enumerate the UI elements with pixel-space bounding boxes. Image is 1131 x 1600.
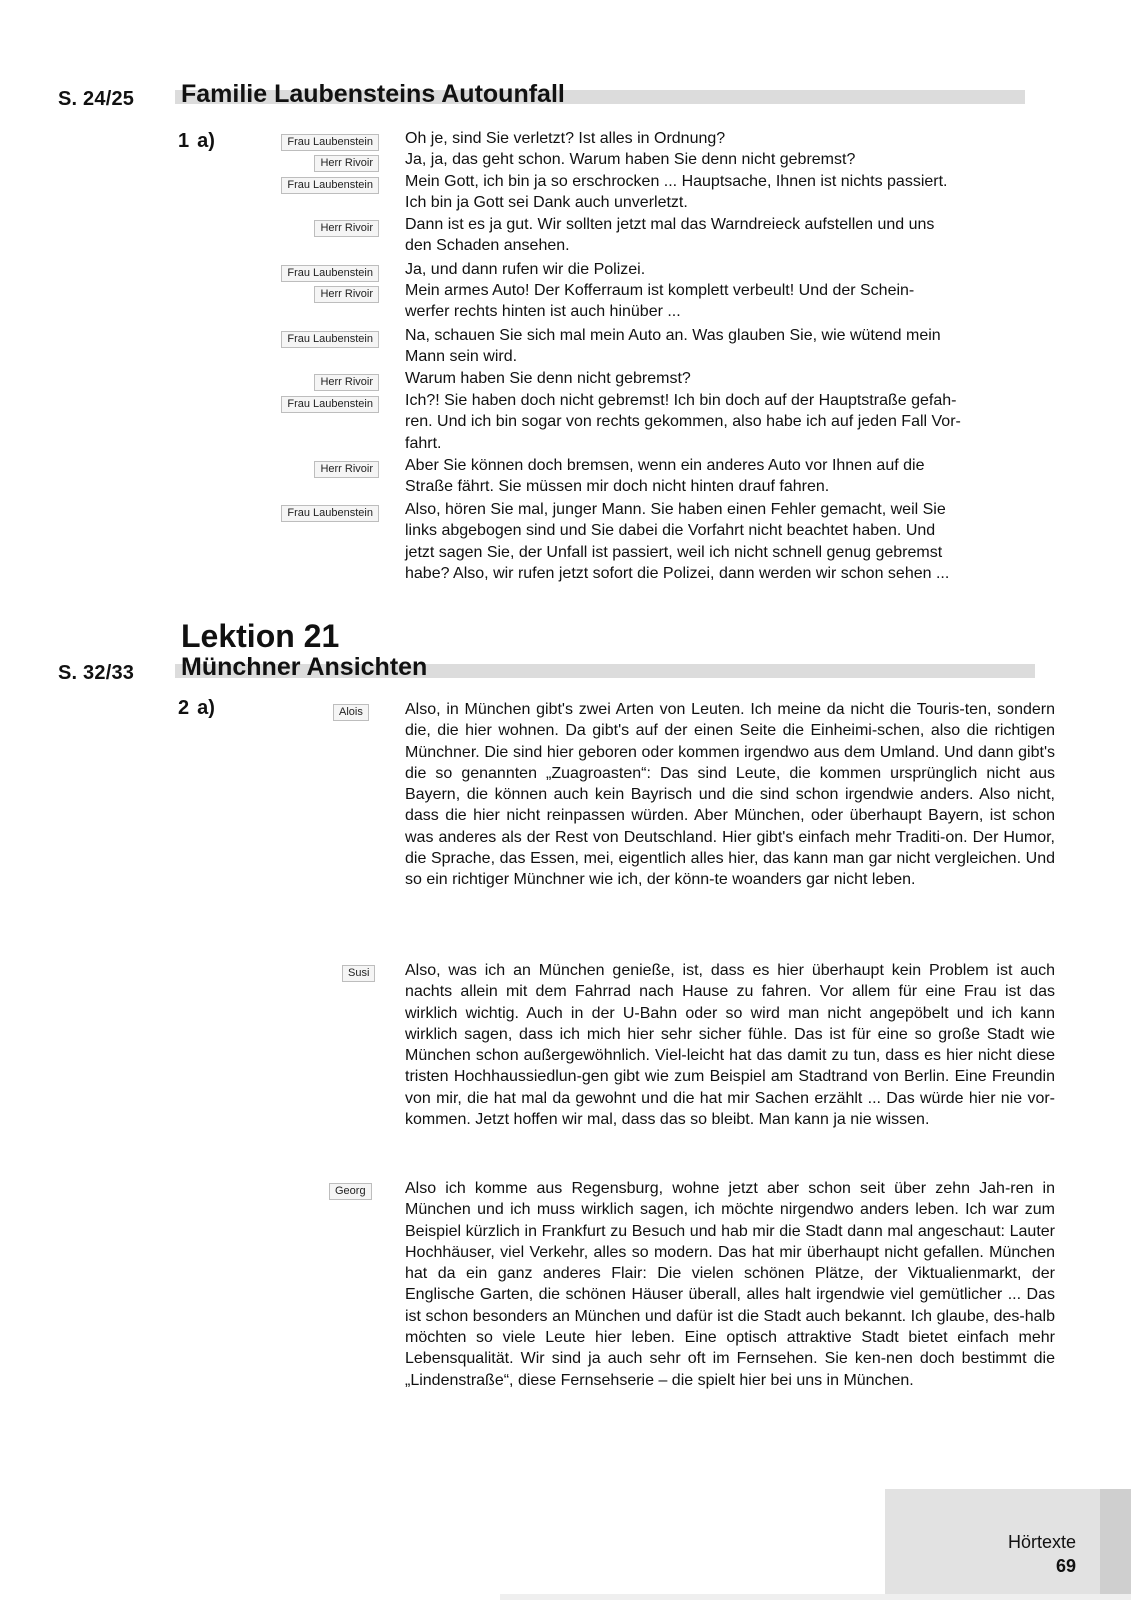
speaker-label: Herr Rivoir <box>314 286 379 303</box>
dialogue-line: Mein armes Auto! Der Kofferraum ist komplett verbeult! Und der Schein- werfer rechts hinten ist auch hinüber ... <box>405 282 915 321</box>
footer-label: Hörtexte <box>1007 1532 1076 1552</box>
footer-edge-tab <box>1100 1489 1131 1600</box>
lesson-title: Lektion 21 <box>181 618 340 654</box>
speaker-label: Frau Laubenstein <box>281 505 379 522</box>
section-title: Münchner Ansichten <box>181 653 428 681</box>
speaker-label: Alois <box>333 704 369 721</box>
task-number-letter: a) <box>197 697 215 719</box>
speaker-label: Susi <box>342 965 375 982</box>
dialogue-line: Dann ist es ja gut. Wir sollten jetzt mal das Warndreieck aufstellen und uns den Schaden ansehen. <box>405 216 935 255</box>
dialogue-line: Mein Gott, ich bin ja so erschrocken ... Hauptsache, Ihnen ist nichts passiert. Ich bin ja Gott sei Dank auch unverletzt. <box>405 173 948 212</box>
speaker-label: Georg <box>329 1183 372 1200</box>
dialogue-line: Aber Sie können doch bremsen, wenn ein anderes Auto vor Ihnen auf die Straße fährt. Sie müssen mir doch nicht hinten drauf fahren. <box>405 457 925 496</box>
monologue-paragraph: Also, was ich an München genieße, ist, dass es hier überhaupt kein Problem ist auch nachts allein mit dem Fahrrad nach Hause zu fahren. Vor allem für eine Frau ist das wirklich wichtig. Auch in der U-Bahn oder so wird man nicht angepöbelt und ich kann wirklich sagen, dass ich mich hier sehr sicher fühle. Das ist für eine so große Stadt wie München schon außergewöhnlich. Viel-leicht hat das damit zu tun, dass es hier nicht diese tristen Hochhaussiedlun-gen gibt wie zum Beispiel am Stadtrand von Berlin. Eine Freundin von mir, die hat mal da gewohnt und die hat mir Sachen erzählt ... Das würde hier nie vor-kommen. Jetzt hoffen wir mal, dass das so bleibt. Man kann ja nie wissen. <box>405 962 1055 1129</box>
task-number-digit: 1 <box>178 130 190 152</box>
page-number: 69 <box>1055 1556 1076 1576</box>
speaker-label: Herr Rivoir <box>314 374 379 391</box>
speaker-label: Herr Rivoir <box>314 461 379 478</box>
speaker-label: Herr Rivoir <box>314 220 379 237</box>
speaker-label: Frau Laubenstein <box>281 134 379 151</box>
page-reference: S. 24/25 <box>58 88 135 110</box>
speaker-label: Herr Rivoir <box>314 155 379 172</box>
speaker-label: Frau Laubenstein <box>281 396 379 413</box>
speaker-label: Frau Laubenstein <box>281 265 379 282</box>
dialogue-line: Oh je, sind Sie verletzt? Ist alles in Ordnung? <box>405 130 726 147</box>
page-reference: S. 32/33 <box>58 662 135 684</box>
section-title: Familie Laubensteins Autounfall <box>181 80 565 108</box>
monologue-paragraph: Also ich komme aus Regensburg, wohne jetzt aber schon seit über zehn Jah-ren in München und ich muss wirklich sagen, ich möchte nirgendwo anders leben. Ich war zum Beispiel kürzlich in Frankfurt zu Besuch und hab mir die Stadt dann mal angeschaut: Lauter Hochhäuser, viel Verkehr, alles so modern. Das hat mir überhaupt nicht gefallen. München hat da ein ganz anderes Flair: Die vielen schönen Plätze, der Viktualienmarkt, der Englische Garten, die schönen Häuser überall, alles halt irgendwie viel gemütlicher ... Das ist schon besonders an München und dafür ist die Stadt auch bekannt. Ich glaube, des-halb möchten so viele Leute hier leben. Eine optisch attraktive Stadt bietet einfach mehr Lebensqualität. Wir sind ja auch sehr oft im Fernsehen. Sie ken-nen doch bestimmt die „Lindenstraße“, diese Fernsehserie – die spielt hier bei uns in München. <box>405 1180 1055 1389</box>
task-number-digit: 2 <box>178 697 190 719</box>
dialogue-line: Na, schauen Sie sich mal mein Auto an. Was glauben Sie, wie wütend mein Mann sein wird. <box>405 327 941 366</box>
task-number <box>178 130 215 153</box>
dialogue-line: Ich?! Sie haben doch nicht gebremst! Ich bin doch auf der Hauptstraße gefah- ren. Und ich bin sogar von rechts gekommen, also habe ich auf jeden Fall Vor- fahrt. <box>405 392 961 452</box>
dialogue-line: Ja, und dann rufen wir die Polizei. <box>405 261 646 278</box>
monologue-paragraph: Also, in München gibt's zwei Arten von Leuten. Ich meine da nicht die Touris-ten, sondern die, die hier wohnen. Da gibt's auf der einen Seite die Einheimi-schen, also die richtigen Münchner. Die sind hier geboren oder kommen irgendwo aus dem Umland. Und dann gibt's die so genannten „Zuagroasten“: Das sind Leute, die kommen ursprünglich nicht aus Bayern, die können auch kein Bayrisch und die sind schon irgendwie anders. Also nicht, dass die hier nicht reinpassen würden. Aber München, oder überhaupt Bayern, ist schon was anderes als der Rest von Deutschland. Hier gibt's einfach mehr Traditi-on. Der Humor, die Sprache, das Essen, mei, eigentlich alles hier, das kann man gar nicht vergleichen. Und so ein richtiger Münchner wie ich, der könn-te woanders gar nicht leben. <box>405 701 1055 889</box>
bottom-rule <box>500 1594 1131 1600</box>
speaker-label: Frau Laubenstein <box>281 331 379 348</box>
dialogue-line: Ja, ja, das geht schon. Warum haben Sie denn nicht gebremst? <box>405 151 856 168</box>
task-number <box>178 697 215 720</box>
task-number-letter: a) <box>197 130 215 152</box>
dialogue-line: Warum haben Sie denn nicht gebremst? <box>405 370 691 387</box>
dialogue-line: Also, hören Sie mal, junger Mann. Sie haben einen Fehler gemacht, weil Sie links abgebogen sind und Sie dabei die Vorfahrt nicht beachtet haben. Und jetzt sagen Sie, der Unfall ist passiert, weil ich nicht schnell genug gebremst habe? Also, wir rufen jetzt sofort die Polizei, dann werden wir schon sehen ... <box>405 501 950 582</box>
speaker-label: Frau Laubenstein <box>281 177 379 194</box>
